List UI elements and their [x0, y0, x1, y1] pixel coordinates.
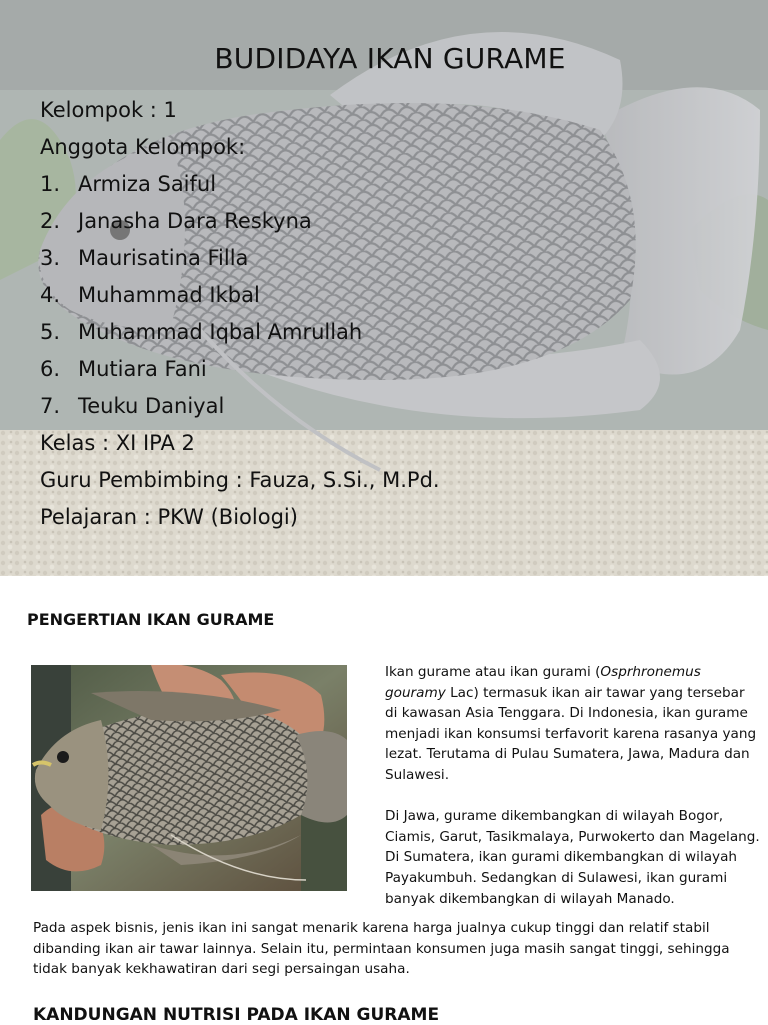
member-item — [40, 166, 440, 203]
member-name: Muhammad Iqbal Amrullah — [78, 320, 363, 344]
definition-paragraph-2: Di Jawa, gurame dikembangkan di wilayah Bogor, Ciamis, Garut, Tasikmalaya, Purwokerto dan Magelang. Di Sumatera, ikan gurami dikembangkan di wilayah Payakumbuh. Sedangkan di Sulawesi, ikan gurami banyak dikembangkan di wilayah Manado. — [385, 808, 760, 907]
member-name: Teuku Daniyal — [78, 394, 225, 418]
definition-text — [385, 662, 761, 909]
member-number: 5. — [40, 320, 61, 344]
member-number: 2. — [40, 209, 61, 233]
member-name: Mutiara Fani — [78, 357, 207, 381]
member-number: 4. — [40, 283, 61, 307]
member-name: Armiza Saiful — [78, 172, 217, 196]
definition-paragraph-1: Ikan gurame atau ikan gurami (Osprhronemus gouramy Lac) termasuk ikan air tawar yang tersebar di kawasan Asia Tenggara. Di Indonesia, ikan gurame menjadi ikan konsumsi terfavorit karena rasanya yang lezat. Terutama di Pulau Sumatera, Jawa, Madura dan Sulawesi. — [385, 664, 757, 783]
member-name: Muhammad Ikbal — [78, 283, 260, 307]
slide-title: BUDIDAYA IKAN GURAME — [214, 42, 566, 75]
group-info — [40, 92, 440, 536]
member-item — [40, 203, 440, 240]
member-number: 1. — [40, 172, 61, 196]
section-heading: PENGERTIAN IKAN GURAME — [27, 610, 275, 629]
teacher-info: Guru Pembimbing : Fauza, S.Si., M.Pd. — [40, 468, 440, 492]
nutrition-heading: KANDUNGAN NUTRISI PADA IKAN GURAME — [33, 1005, 440, 1025]
member-number: 7. — [40, 394, 61, 418]
member-item — [40, 314, 440, 351]
class-info: Kelas : XI IPA 2 — [40, 431, 195, 455]
member-name: Janasha Dara Reskyna — [78, 209, 312, 233]
member-item — [40, 240, 440, 277]
member-item — [40, 351, 440, 388]
member-list — [40, 166, 440, 425]
scientific-name: Osprhronemus gouramy — [385, 664, 701, 701]
member-item — [40, 277, 440, 314]
subject-info: Pelajaran : PKW (Biologi) — [40, 505, 298, 529]
member-item — [40, 388, 440, 425]
member-name: Maurisatina Filla — [78, 246, 249, 270]
definition-slide — [0, 576, 768, 1024]
gourami-hand-photo — [31, 665, 347, 891]
member-number: 6. — [40, 357, 61, 381]
business-paragraph: Pada aspek bisnis, jenis ikan ini sangat menarik karena harga jualnya cukup tinggi dan relatif stabil dibanding ikan air tawar lainnya. Selain itu, permintaan konsumen juga masih sangat tinggi, sehingga tidak banyak kekhawatiran dari segi persaingan usaha. — [33, 920, 730, 978]
members-heading: Anggota Kelompok: — [40, 135, 246, 159]
group-number: Kelompok : 1 — [40, 98, 177, 122]
member-number: 3. — [40, 246, 61, 270]
